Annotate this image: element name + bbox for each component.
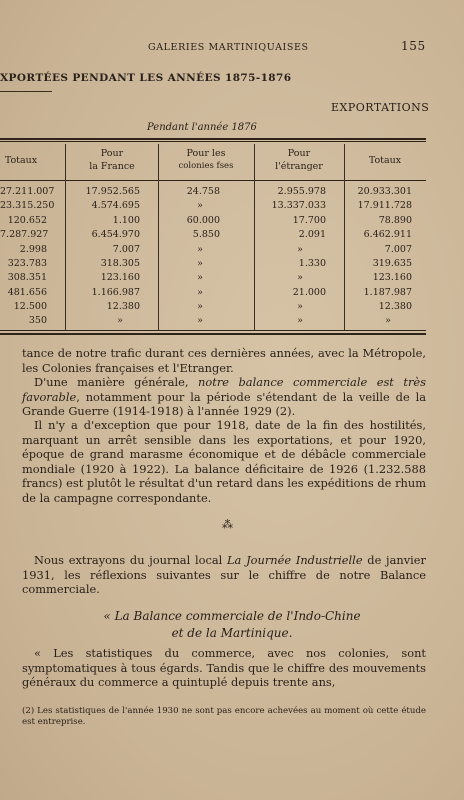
cell-france: 6.454.970 <box>91 229 140 240</box>
cell-colonies: » <box>197 301 203 312</box>
cell-totaux: 319.635 <box>372 258 412 269</box>
cell-etranger: 17.700 <box>292 215 326 226</box>
emphasis-text: notre balance commerciale est très favorable <box>22 375 426 404</box>
table-row <box>0 301 426 315</box>
cell-totaux-left: 308.351 <box>7 272 47 283</box>
col-header-etranger-line1: Pour <box>287 148 311 159</box>
cell-totaux: 12.380 <box>378 301 412 312</box>
cell-totaux: 20.933.301 <box>357 186 412 197</box>
cell-etranger: » <box>297 315 303 326</box>
cell-totaux-left: 323.783 <box>7 258 47 269</box>
table-top-rule-2 <box>0 141 426 142</box>
cell-etranger: 2.091 <box>298 229 326 240</box>
cell-france: 12.380 <box>106 301 140 312</box>
col-header-france-line2: la France <box>89 161 135 172</box>
cell-etranger: 1.330 <box>298 258 326 269</box>
cell-colonies: 60.000 <box>186 215 220 226</box>
table-title: XPORTÉES PENDANT LES ANNÉES 1875-1876 <box>0 72 292 84</box>
cell-etranger: » <box>297 301 303 312</box>
col-header-france <box>68 147 156 173</box>
paragraph-text: Il n'y a d'exception que pour 1918, date de la fin des hostilités, marquant un arrêt sensible dans les exportations, et pour 1920, époque de grand marasme économique et de débâcle commerciale mondiale (1920 à 1922). La balance déficitaire de 1926 (1.232.588 francs) est plutôt le résultat d'un retard dans les expéditions de rhum de la campagne correspondante. <box>22 418 426 505</box>
table-row <box>0 200 426 214</box>
cell-totaux: 7.007 <box>384 244 412 255</box>
col-header-totaux-left: Totaux <box>4 155 38 166</box>
col-header-totaux: Totaux <box>368 155 402 166</box>
paragraph <box>22 418 426 506</box>
cell-colonies: » <box>197 258 203 269</box>
table-header-rule <box>0 180 426 181</box>
paragraph-text: tance de notre trafic durant ces dernières années, avec la Métropole, les Colonies françaises et l'Etranger. <box>22 346 426 375</box>
table-bottom-rule <box>0 330 426 331</box>
text-run: D'une manière générale, <box>34 375 199 389</box>
cell-totaux: 1.187.987 <box>363 287 412 298</box>
table-row <box>0 244 426 258</box>
cell-totaux-left: 27.211.007 <box>0 186 55 197</box>
paragraph <box>22 646 426 690</box>
table-row <box>0 215 426 229</box>
cell-france: 7.007 <box>112 244 140 255</box>
cell-totaux-left: 120.652 <box>7 215 47 226</box>
paragraph <box>22 375 426 419</box>
period-caption: Pendant l'année 1876 <box>147 122 257 133</box>
text-run: Nous extrayons du journal local <box>34 553 227 567</box>
cell-totaux: 17.911.728 <box>357 200 412 211</box>
cell-totaux-left: 12.500 <box>13 301 47 312</box>
cell-france: 1.166.987 <box>91 287 140 298</box>
table-top-rule <box>0 138 426 140</box>
cell-etranger: 21.000 <box>292 287 326 298</box>
paragraph <box>22 346 426 375</box>
table-row <box>0 315 426 329</box>
quote-title-line-2: et de la Martinique. <box>171 626 293 640</box>
running-title: GALERIES MARTINIQUAISES <box>148 42 309 53</box>
cell-etranger: 13.337.033 <box>271 200 326 211</box>
footnote: (2) Les statistiques de l'année 1930 ne sont pas encore achevées au moment où cette étude est entreprise. <box>22 706 426 727</box>
quote-title-line-1: « La Balance commerciale de l'Indo-Chine <box>103 609 361 623</box>
cell-totaux: 6.462.911 <box>363 229 412 240</box>
col-header-etranger-line2: l'étranger <box>275 161 323 172</box>
table-bottom-rule-2 <box>0 333 426 335</box>
col-header-etranger <box>256 147 342 173</box>
cell-france: 1.100 <box>112 215 140 226</box>
cell-totaux-left: 7.287.927 <box>0 229 49 240</box>
cell-totaux: » <box>385 315 391 326</box>
cell-france: 4.574.695 <box>91 200 140 211</box>
cell-totaux: 123.160 <box>372 272 412 283</box>
table-row <box>0 229 426 243</box>
section-heading: EXPORTATIONS <box>331 101 430 114</box>
cell-france: 318.305 <box>100 258 140 269</box>
table-row <box>0 186 426 200</box>
cell-france: » <box>117 315 123 326</box>
table-row <box>0 272 426 286</box>
cell-colonies: 24.758 <box>186 186 220 197</box>
cell-france: 123.160 <box>100 272 140 283</box>
emphasis-text: La Journée Industrielle <box>226 553 363 567</box>
text-run: , notamment pour la période s'étendant de la veille de la Grande Guerre (1914-1918) à l'année 1929 (2). <box>22 389 426 419</box>
text-run: de janvier 1931, les réflexions suivantes sur le chiffre de notre Balance commerciale. <box>22 553 426 597</box>
paragraph-text <box>22 375 426 419</box>
cell-etranger: » <box>297 244 303 255</box>
cell-totaux-left: 481.656 <box>7 287 47 298</box>
cell-colonies: » <box>197 272 203 283</box>
cell-france: 17.952.565 <box>85 186 140 197</box>
paragraph-text: « Les statistiques du commerce, avec nos colonies, sont symptomatiques à tous égards. Tandis que le chiffre des mouvements généraux du commerce a quintuplé depuis trente ans, <box>22 646 426 690</box>
cell-totaux-left: 2.998 <box>19 244 47 255</box>
col-header-colonies <box>160 147 252 173</box>
cell-totaux-left: 350 <box>28 315 47 326</box>
table-row <box>0 287 426 301</box>
col-header-colonies-line2: colonies fses <box>178 161 234 171</box>
paragraph-text <box>22 553 426 597</box>
col-header-france-line1: Pour <box>100 148 124 159</box>
section-separator: ⁂ <box>222 518 233 531</box>
cell-etranger: 2.955.978 <box>277 186 326 197</box>
page-number: 155 <box>401 39 426 53</box>
title-rule <box>0 91 52 92</box>
cell-totaux-left: 23.315.250 <box>0 200 55 211</box>
cell-etranger: » <box>297 272 303 283</box>
cell-colonies: 5.850 <box>192 229 220 240</box>
cell-colonies: » <box>197 200 203 211</box>
cell-colonies: » <box>197 244 203 255</box>
cell-colonies: » <box>197 287 203 298</box>
cell-colonies: » <box>197 315 203 326</box>
col-header-colonies-line1: Pour les <box>186 148 226 159</box>
running-header <box>0 40 464 54</box>
paragraph <box>22 553 426 597</box>
table-row <box>0 258 426 272</box>
cell-totaux: 78.890 <box>378 215 412 226</box>
